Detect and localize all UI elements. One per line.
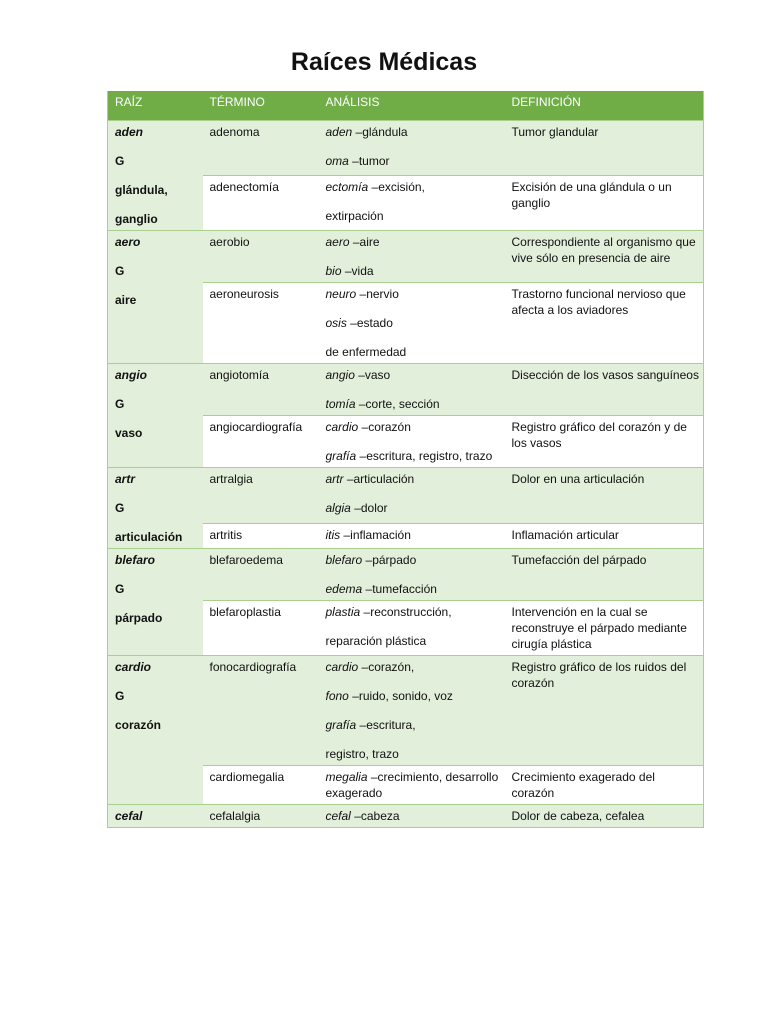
header-term: TÉRMINO: [203, 91, 319, 120]
analysis-line: [326, 286, 501, 302]
root-origin: G: [115, 688, 125, 703]
analysis-line: [326, 581, 501, 597]
term-cell: aerobio: [203, 230, 319, 282]
header-analysis: ANÁLISIS: [319, 91, 505, 120]
analysis-meaning: –crecimiento, desarrollo exagerado: [325, 769, 499, 800]
analysis-cell: [319, 415, 505, 467]
term-cell: adenoma: [203, 120, 319, 175]
root-origin: G: [115, 396, 125, 411]
definition-cell: Trastorno funcional nervioso que afecta a los aviadores: [505, 282, 704, 363]
analysis-meaning: –tumor: [348, 153, 390, 168]
analysis-cell: [319, 363, 505, 415]
analysis-meaning: –glándula: [352, 124, 408, 139]
analysis-component: osis: [325, 315, 347, 330]
analysis-component: ectomía: [325, 179, 369, 194]
analysis-component: cefal: [325, 808, 351, 823]
root-name: aero: [115, 234, 141, 249]
analysis-cell: [319, 120, 505, 175]
analysis-meaning: –corazón: [358, 419, 411, 434]
analysis-component: fono: [325, 688, 349, 703]
analysis-component: megalia: [325, 769, 368, 784]
analysis-meaning: –escritura, registro, trazo: [356, 448, 493, 463]
term-cell: adenectomía: [203, 175, 319, 230]
term-cell: aeroneurosis: [203, 282, 319, 363]
definition-cell: Crecimiento exagerado del corazón: [505, 765, 704, 804]
table-row: [108, 120, 704, 175]
term-cell: blefaroplastia: [203, 600, 319, 655]
analysis-meaning: –cabeza: [350, 808, 400, 823]
table-row: [108, 363, 704, 415]
analysis-meaning: –aire: [349, 234, 380, 249]
root-cell: [108, 467, 203, 548]
root-meaning: aire: [115, 292, 137, 307]
table-row: [108, 230, 704, 282]
root-cell: [108, 804, 203, 827]
root-origin: G: [115, 581, 125, 596]
root-origin: G: [115, 153, 125, 168]
analysis-meaning: –estado: [346, 315, 393, 330]
definition-cell: Intervención en la cual se reconstruye el párpado mediante cirugía plástica: [505, 600, 704, 655]
analysis-cell: [319, 467, 505, 523]
analysis-component: oma: [325, 153, 349, 168]
definition-cell: Dolor de cabeza, cefalea: [505, 804, 704, 827]
header-definition: DEFINICIÓN: [505, 91, 704, 120]
analysis-line: [326, 604, 501, 620]
analysis-meaning: registro, trazo: [325, 746, 399, 761]
root-name: cardio: [115, 659, 152, 674]
analysis-component: neuro: [325, 286, 357, 301]
root-cell: [108, 363, 203, 467]
definition-cell: Excisión de una glándula o un ganglio: [505, 175, 704, 230]
root-meaning: corazón: [115, 717, 162, 732]
analysis-meaning: –corazón,: [358, 659, 415, 674]
analysis-meaning: –articulación: [343, 471, 415, 486]
analysis-line: [326, 769, 501, 801]
term-cell: artralgia: [203, 467, 319, 523]
analysis-cell: [319, 523, 505, 548]
analysis-line: [326, 344, 501, 360]
analysis-line: [326, 396, 501, 412]
analysis-line: [326, 471, 501, 487]
analysis-cell: [319, 600, 505, 655]
analysis-component: edema: [325, 581, 363, 596]
analysis-line: [326, 315, 501, 331]
root-meaning: ganglio: [115, 211, 158, 226]
root-name: blefaro: [115, 552, 156, 567]
analysis-line: [326, 234, 501, 250]
definition-cell: Correspondiente al organismo que vive sólo en presencia de aire: [505, 230, 704, 282]
analysis-cell: [319, 655, 505, 765]
analysis-meaning: –vaso: [354, 367, 391, 382]
analysis-component: blefaro: [325, 552, 363, 567]
analysis-component: artr: [325, 471, 344, 486]
analysis-component: aden: [325, 124, 353, 139]
term-cell: cefalalgia: [203, 804, 319, 827]
analysis-meaning: –nervio: [356, 286, 399, 301]
analysis-line: [326, 153, 501, 169]
analysis-component: algia: [325, 500, 351, 515]
root-cell: [108, 120, 203, 230]
analysis-cell: [319, 804, 505, 827]
table-row: [108, 548, 704, 600]
analysis-meaning: extirpación: [325, 208, 384, 223]
analysis-line: [326, 808, 501, 824]
definition-cell: Dolor en una articulación: [505, 467, 704, 523]
analysis-meaning: –corte, sección: [355, 396, 440, 411]
root-name: cefal: [115, 808, 143, 823]
root-meaning: articulación: [115, 529, 183, 544]
root-name: artr: [115, 471, 136, 486]
root-origin: G: [115, 500, 125, 515]
analysis-line: [326, 179, 501, 195]
analysis-component: grafía: [325, 448, 357, 463]
analysis-component: bio: [325, 263, 342, 278]
table-row: [108, 467, 704, 523]
analysis-line: [326, 263, 501, 279]
analysis-component: cardio: [325, 419, 359, 434]
definition-cell: Disección de los vasos sanguíneos: [505, 363, 704, 415]
analysis-meaning: –párpado: [362, 552, 417, 567]
term-cell: blefaroedema: [203, 548, 319, 600]
analysis-meaning: –excisión,: [368, 179, 425, 194]
analysis-meaning: –reconstrucción,: [360, 604, 452, 619]
analysis-line: [326, 448, 501, 464]
definition-cell: Registro gráfico del corazón y de los vasos: [505, 415, 704, 467]
analysis-meaning: –tumefacción: [362, 581, 437, 596]
root-meaning: vaso: [115, 425, 143, 440]
analysis-cell: [319, 282, 505, 363]
analysis-line: [326, 633, 501, 649]
root-name: angio: [115, 367, 147, 382]
analysis-meaning: reparación plástica: [325, 633, 427, 648]
term-cell: cardiomegalia: [203, 765, 319, 804]
analysis-meaning: –escritura,: [356, 717, 416, 732]
analysis-cell: [319, 230, 505, 282]
root-name: aden: [115, 124, 144, 139]
root-cell: [108, 655, 203, 804]
analysis-line: [326, 367, 501, 383]
table-row: [108, 655, 704, 765]
table-row: [108, 804, 704, 827]
root-meaning: párpado: [115, 610, 163, 625]
analysis-line: [326, 552, 501, 568]
analysis-meaning: –inflamación: [340, 527, 411, 542]
page-title: Raíces Médicas: [290, 48, 478, 76]
term-cell: angiocardiografía: [203, 415, 319, 467]
header-root: RAÍZ: [108, 91, 203, 120]
root-meaning: glándula,: [115, 182, 168, 197]
analysis-component: grafía: [325, 717, 357, 732]
analysis-meaning: de enfermedad: [325, 344, 407, 359]
analysis-cell: [319, 765, 505, 804]
analysis-meaning: –ruido, sonido, voz: [348, 688, 453, 703]
root-origin: G: [115, 263, 125, 278]
definition-cell: Registro gráfico de los ruidos del corazón: [505, 655, 704, 765]
definition-cell: Inflamación articular: [505, 523, 704, 548]
analysis-line: [326, 500, 501, 516]
analysis-component: cardio: [325, 659, 359, 674]
analysis-line: [326, 717, 501, 733]
table-body: [108, 120, 704, 827]
analysis-line: [326, 688, 501, 704]
analysis-component: aero: [325, 234, 350, 249]
analysis-component: tomía: [325, 396, 356, 411]
analysis-line: [326, 527, 501, 543]
root-cell: [108, 230, 203, 363]
analysis-line: [326, 124, 501, 140]
analysis-line: [326, 659, 501, 675]
term-cell: artritis: [203, 523, 319, 548]
analysis-cell: [319, 175, 505, 230]
table-header-row: [108, 91, 704, 120]
analysis-component: angio: [325, 367, 355, 382]
term-cell: angiotomía: [203, 363, 319, 415]
analysis-line: [326, 419, 501, 435]
analysis-meaning: –vida: [341, 263, 374, 278]
analysis-cell: [319, 548, 505, 600]
analysis-line: [326, 746, 501, 762]
term-cell: fonocardiografía: [203, 655, 319, 765]
analysis-component: plastia: [325, 604, 361, 619]
definition-cell: Tumefacción del párpado: [505, 548, 704, 600]
medical-roots-table: [107, 91, 704, 828]
analysis-component: itis: [325, 527, 341, 542]
analysis-line: [326, 208, 501, 224]
definition-cell: Tumor glandular: [505, 120, 704, 175]
analysis-meaning: –dolor: [350, 500, 388, 515]
root-cell: [108, 548, 203, 655]
